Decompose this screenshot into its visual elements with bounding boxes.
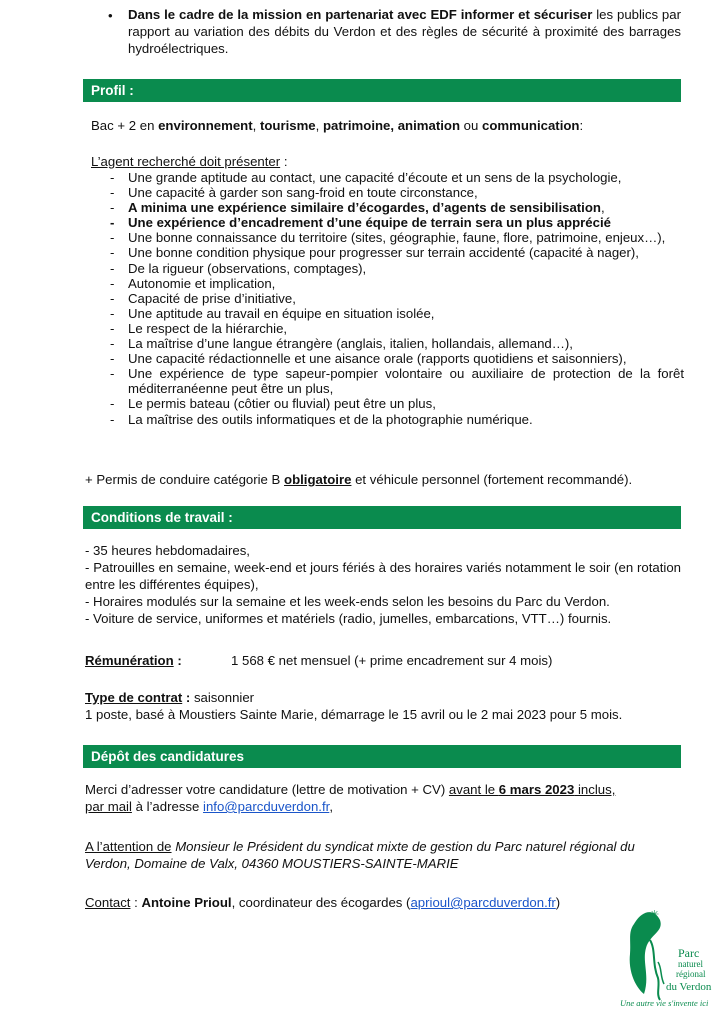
bac-field: environnement [158,118,253,133]
condition-line: - Horaires modulés sur la semaine et les week-ends selon les besoins du Parc du Verdon. [85,594,610,609]
section-header-depot: Dépôt des candidatures [83,745,681,768]
contract-type-line [85,689,254,706]
bac-end: : [579,118,584,133]
bullet-dot: • [108,8,113,23]
contract-type-label: Type de contrat [85,690,183,705]
by-mail-text: par mail [85,799,132,814]
attention-label: A l’attention de [85,839,172,854]
email-link[interactable]: info@parcduverdon.fr [203,799,330,814]
contact-line [85,894,560,911]
condition-line: - Voiture de service, uniformes et matériels (radio, jumelles, embarcations, VTT…) fournis. [85,611,612,626]
list-item: - Une grande aptitude au contact, une capacité d’écoute et un sens de la psychologie, [104,170,684,185]
agent-intro-colon: : [280,154,288,169]
agent-intro-text: L’agent recherché doit présenter [91,154,281,169]
bac-field: communication [482,118,580,133]
section-header-profil: Profil : [83,79,681,102]
list-item: - Autonomie et implication, [104,276,684,291]
list-item: - Le respect de la hiérarchie, [104,321,684,336]
list-item-bold: A minima une expérience similaire d’écogardes, d’agents de sensibilisation [128,200,601,216]
list-item: - Une expérience de type sapeur-pompier volontaire ou auxiliaire de protection de la forêt méditerranéenne peut être un plus, [104,366,684,396]
section-header-conditions: Conditions de travail : [83,506,681,529]
list-item: - La maîtrise des outils informatiques et de la photographie numérique. [104,412,684,427]
bac-sep: , [252,118,260,133]
list-item: - La maîtrise d’une langue étrangère (anglais, italien, hollandais, allemand…), [104,336,684,351]
attention-paragraph [85,838,645,872]
list-item: - Une aptitude au travail en équipe en situation isolée, [104,306,684,321]
permis-post: et véhicule personnel (fortement recommandé). [351,472,633,487]
depot-line-2 [85,798,333,815]
remuneration-label: Rémunération [85,653,174,668]
deadline-suffix: inclus, [574,782,616,797]
condition-line: - Patrouilles en semaine, week-end et jours fériés à des horaires variés notamment le soir (en rotation entre les différentes équipes), [85,560,681,592]
profile-requirements-list [104,170,684,427]
logo-regional: régional [676,969,706,979]
remuneration-line [85,652,182,669]
permis-bold: obligatoire [284,472,352,487]
contact-label: Contact [85,895,131,910]
list-item [104,200,684,215]
condition-line: - 35 heures hebdomadaires, [85,543,250,558]
poste-line: 1 poste, basé à Moustiers Sainte Marie, démarrage le 15 avril ou le 2 mai 2023 pour 5 mois. [85,707,623,722]
contact-name: Antoine Prioul [141,895,232,910]
bac-field: tourisme [259,118,316,133]
logo-tagline: Une autre vie s'invente ici [620,998,709,1008]
permis-line [85,471,632,488]
bac-prefix: Bac + 2 en [91,118,159,133]
logo-du-verdon: du Verdon [666,981,712,993]
list-item: - Capacité de prise d’initiative, [104,291,684,306]
list-item: - Une bonne connaissance du territoire (sites, géographie, faune, flore, patrimoine, enjeux…), [104,230,684,245]
bac-line [91,117,583,134]
bac-sep: , [315,118,323,133]
depot-text: à l’adresse [131,799,204,814]
list-item: - Une capacité rédactionnelle et une aisance orale (rapports quotidiens et saisonniers), [104,351,684,366]
logo-naturel: naturel [678,959,703,969]
contract-type-value: saisonnier [190,690,255,705]
logo-parc: Parc [678,946,700,960]
list-item: - Une capacité à garder son sang-froid en toute circonstance, [104,185,684,200]
deadline-date: 6 mars 2023 [498,782,575,797]
permis-pre: + Permis de conduire catégorie B [85,472,285,487]
intro-text: les publics par rapport au variation des débits du Verdon et des règles de sécurité à proximité des barrages hydroélectriques. [128,7,681,56]
list-item-suffix: , [600,200,605,216]
depot-text: Merci d’adresser votre candidature (lettre de motivation + CV) [85,782,449,797]
bac-field: patrimoine, animation [322,118,461,133]
contact-sep: : [130,895,142,910]
list-item: - Le permis bateau (côtier ou fluvial) peut être un plus, [104,396,684,411]
contact-role: , coordinateur des écogardes ( [231,895,411,910]
bac-sep: ou [460,118,483,133]
parc-verdon-logo [620,902,720,1014]
depot-line-1 [85,781,615,798]
contract-type-colon: : [182,690,191,705]
attention-text: Monsieur le Président du syndicat mixte de gestion du Parc naturel régional du Verdon, Domaine de Valx, 04360 MOUSTIERS-SAINTE-MARIE [85,839,635,871]
contact-email-link[interactable]: aprioul@parcduverdon.fr [410,895,556,910]
intro-paragraph [128,6,681,57]
deadline-prefix: avant le [448,782,499,797]
remuneration-value: 1 568 € net mensuel (+ prime encadrement sur 4 mois) [231,653,553,668]
contact-end: ) [555,895,561,910]
svg-text:✳: ✳ [650,908,660,921]
remuneration-colon: : [173,653,182,668]
list-item: - Une expérience d’encadrement d’une équipe de terrain sera un plus apprécié [104,215,684,230]
intro-bold: Dans le cadre de la mission en partenariat avec EDF informer et sécuriser [128,7,593,22]
depot-text: , [329,799,333,814]
list-item: - De la rigueur (observations, comptages), [104,261,684,276]
conditions-block [85,542,681,627]
list-item: - Une bonne condition physique pour progresser sur terrain accidenté (capacité à nager), [104,245,684,260]
agent-intro [91,153,287,170]
